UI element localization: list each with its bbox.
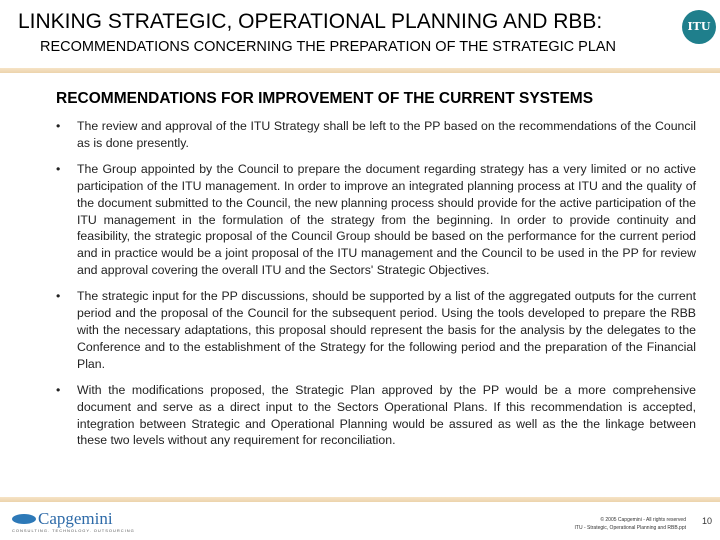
capgemini-tagline: CONSULTING. TECHNOLOGY. OUTSOURCING — [12, 528, 135, 533]
slide-title: LINKING STRATEGIC, OPERATIONAL PLANNING AND RBB: — [18, 10, 603, 33]
bullet-icon: • — [56, 119, 61, 133]
bullet-icon: • — [56, 161, 61, 176]
page-number: 10 — [702, 516, 713, 526]
capgemini-logo: Capgemini — [12, 509, 113, 529]
bullet-icon: • — [56, 382, 61, 397]
list-item: • The review and approval of the ITU Strategy shall be left to the PP based on the recommendations of the Council as is done presently. — [56, 119, 696, 150]
list-item: • With the modifications proposed, the Strategic Plan approved by the PP would be a more comprehensive document and serve as a direct input to the Sectors Operational Plans. If this recommendation is accepted, integration between Strategic and Operational Planning would be assured as well as the the linkage between these two levels without any requirement for reconciliation. — [56, 382, 696, 448]
recommendation-list — [56, 118, 696, 458]
slide-subtitle: RECOMMENDATIONS CONCERNING THE PREPARATION OF THE STRATEGIC PLAN — [40, 39, 617, 55]
list-item: • The Group appointed by the Council to prepare the document regarding strategy has a very limited or no active participation of the ITU management. In order to improve an integrated planning process at ITU and the quality of the document submitted to the Council, the new planning process should provide for the active participation of the ITU management in the formulation of the strategy from the beginning. In order to provide continuity and feasibility, the strategic proposal of the Council Group should be based on the performance for the current period and in practice would be a joint proposal of the ITU management and the Council to be used in the PP for review and approval covering the overall ITU and the Sectors' Strategic Objectives. — [56, 161, 696, 278]
bullet-icon: • — [56, 289, 61, 304]
top-divider — [0, 68, 720, 73]
footer-info — [575, 516, 686, 532]
section-heading: RECOMMENDATIONS FOR IMPROVEMENT OF THE CURRENT SYSTEMS — [56, 90, 594, 107]
file-name: ITU - Strategic, Operational Planning and RBB.ppt — [574, 525, 686, 531]
list-item: • The strategic input for the PP discussions, should be supported by a list of the aggregated outputs for the current period and the proposal of the Council for the subsequent period. Using the tools developed to prepare the RBB with the necessary adaptations, this proposal should represent the basis for the analysis by the delegates to the Conference and to the establishment of the Strategy for the following period and the preparation of the Financial Plan. — [56, 289, 696, 371]
bottom-divider — [0, 497, 720, 502]
itu-logo: ITU — [682, 10, 716, 44]
capgemini-spade-icon — [12, 514, 36, 524]
copyright: © 2005 Capgemini - All rights reserved — [600, 517, 686, 523]
